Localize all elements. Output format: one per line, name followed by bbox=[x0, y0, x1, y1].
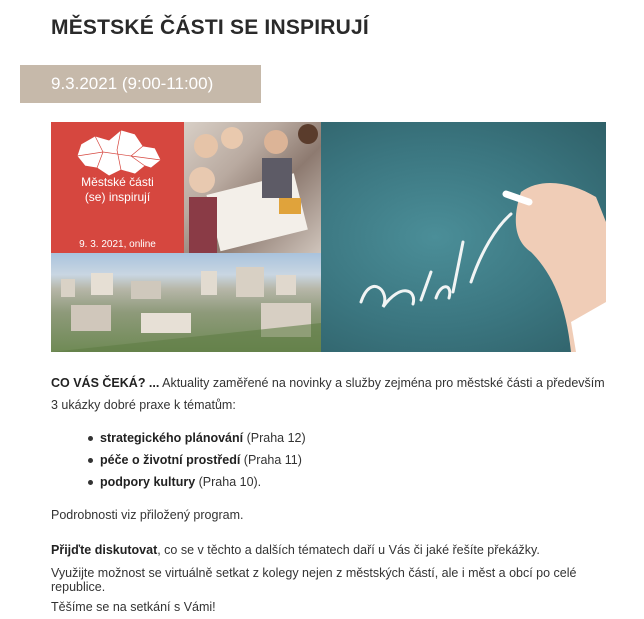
chalk-hand-illustration bbox=[321, 122, 606, 352]
topic-bold: podpory kultury bbox=[100, 475, 196, 489]
banner-line-1: Městské části bbox=[81, 175, 154, 189]
virtual-paragraph: Využijte možnost se virtuálně setkat z kolegy nejen z městských částí, ale i měst a obcí po celé republice. bbox=[51, 566, 577, 594]
banner-red-box bbox=[51, 122, 184, 253]
closing-line: Těšíme se na setkání s Vámi! bbox=[51, 600, 216, 614]
topics-list bbox=[88, 427, 306, 493]
program-note: Podrobnosti viz přiložený program. bbox=[51, 508, 244, 522]
topic-bold: péče o životní prostředí bbox=[100, 453, 241, 467]
discuss-paragraph bbox=[51, 543, 611, 557]
topic-rest: (Praha 10). bbox=[195, 475, 262, 489]
city-panorama-photo bbox=[51, 253, 321, 352]
intro-text: Aktuality zaměřené na novinky a služby zejména pro městské části a především 3 ukázky dobré praxe k tématům: bbox=[51, 376, 605, 412]
topic-rest: (Praha 12) bbox=[243, 431, 306, 445]
city-illustration bbox=[51, 253, 321, 352]
list-item bbox=[88, 449, 306, 471]
topic-bold: strategického plánování bbox=[100, 431, 244, 445]
event-date-bar bbox=[20, 65, 261, 103]
page-title: MĚSTSKÉ ČÁSTI SE INSPIRUJÍ bbox=[51, 16, 369, 39]
banner-line-2: (se) inspirují bbox=[84, 190, 151, 204]
chalkboard-photo bbox=[321, 122, 606, 352]
intro-paragraph bbox=[51, 372, 611, 416]
list-item bbox=[88, 427, 306, 449]
people-illustration bbox=[184, 122, 321, 253]
event-date: 9.3.2021 (9:00-11:00) bbox=[51, 74, 214, 93]
topic-rest: (Praha 11) bbox=[240, 453, 302, 467]
banner-date-line: 9. 3. 2021, online bbox=[79, 239, 156, 250]
discuss-heading: Přijďte diskutovat bbox=[51, 543, 158, 557]
discuss-text: , co se v těchto a dalších tématech daří u Vás či jaké řešíte překážky. bbox=[157, 543, 540, 557]
workshop-people-photo bbox=[184, 122, 321, 253]
event-banner-image bbox=[51, 122, 606, 352]
list-item bbox=[88, 471, 306, 493]
intro-heading: CO VÁS ČEKÁ? ... bbox=[51, 376, 160, 390]
